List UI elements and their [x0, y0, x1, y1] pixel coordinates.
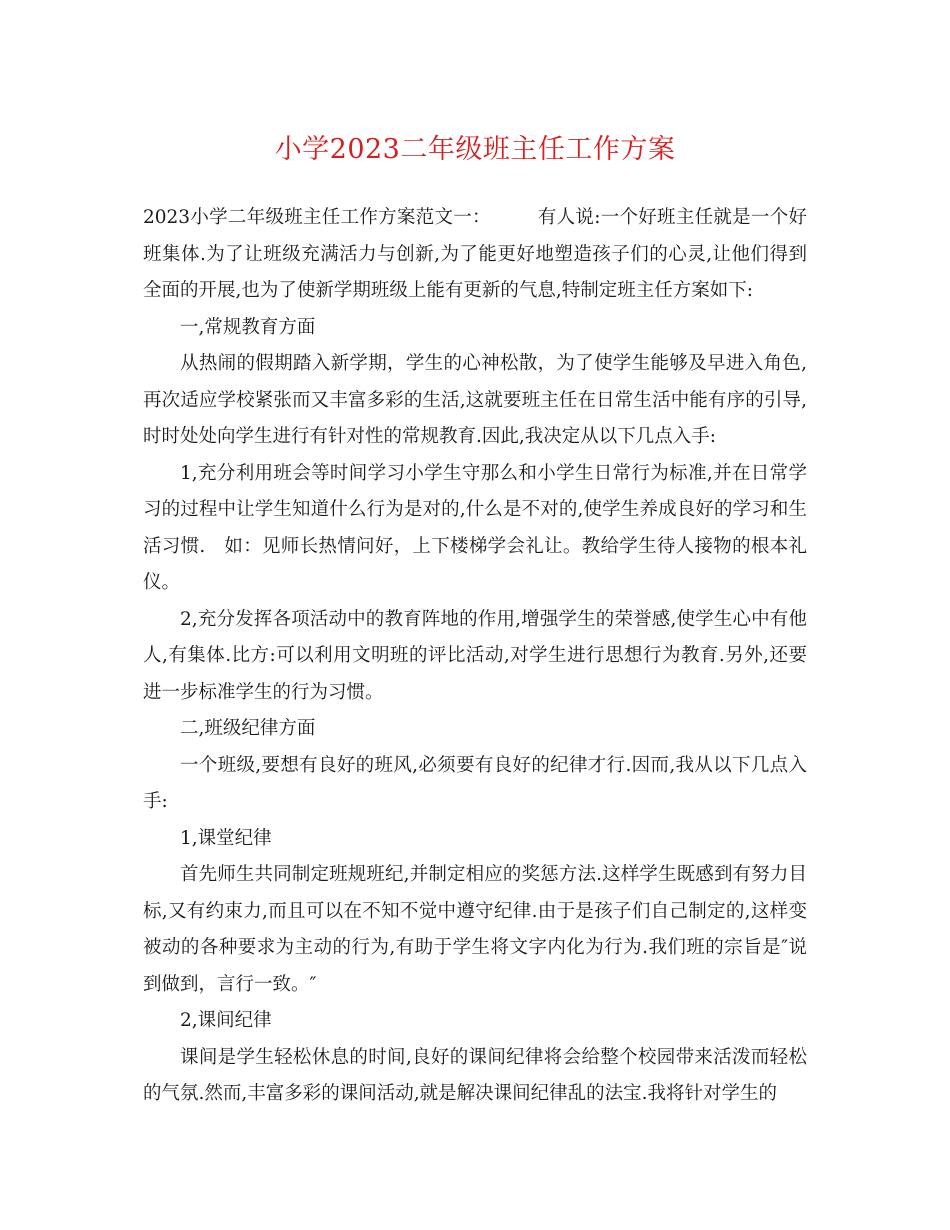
heading-routine-education: 一,常规教育方面: [180, 316, 316, 338]
paragraph-routine-point-2: 2,充分发挥各项活动中的教育阵地的作用,增强学生的荣誉感,使学生心中有他人,有集体.比方:可以利用文明班的评比活动,对学生进行思想行为教育.另外,还要进一步标准学生的行为习惯。: [143, 608, 807, 703]
document-title: 小学2023二年级班主任工作方案: [274, 134, 676, 165]
subheading-classroom-discipline: 1,课堂纪律: [180, 827, 272, 849]
paragraph-intro: 2023小学二年级班主任工作方案范文一： 有人说:一个好班主任就是一个好班集体.为了让班级充满活力与创新,为了能更好地塑造孩子们的心灵,让他们得到全面的开展,也为了使新学期班级上能有更新的气息,特制定班主任方案如下:: [143, 207, 807, 301]
paragraph-classroom-discipline: 首先师生共同制定班规班纪,并制定相应的奖惩方法.这样学生既感到有努力目标,又有约束力,而且可以在不知不觉中遵守纪律.由于是孩子们自己制定的,这样变被动的各种要求为主动的行为,有助于学生将文字内化为行为.我们班的宗旨是″说到做到，言行一致。″: [143, 864, 807, 995]
paragraph-routine-education: 从热闹的假期踏入新学期，学生的心神松散，为了使学生能够及早进入角色,再次适应学校紧张而又丰富多彩的生活,这就要班主任在日常生活中能有序的引导,时时处处向学生进行有针对性的常规教育.因此,我决定从以下几点入手:: [143, 353, 807, 447]
paragraph-class-discipline: 一个班级,要想有良好的班风,必须要有良好的纪律才行.因而,我从以下几点入手:: [143, 754, 807, 812]
paragraph-break-discipline: 课间是学生轻松休息的时间,良好的课间纪律将会给整个校园带来活泼而轻松的气氛.然而,丰富多彩的课间活动,就是解决课间纪律乱的法宝.我将针对学生的: [143, 1046, 807, 1104]
heading-class-discipline: 二,班级纪律方面: [180, 718, 316, 739]
paragraph-routine-point-1: 1,充分利用班会等时间学习小学生守那么和小学生日常行为标准,并在日常学习的过程中让学生知道什么行为是对的,什么是不对的,使学生养成良好的学习和生活习惯. 如：见师长热情问好，上下楼梯学会礼让。教给学生待人接物的根本礼仪。: [143, 462, 807, 593]
subheading-break-discipline: 2,课间纪律: [180, 1010, 272, 1031]
document-body: [143, 200, 807, 1113]
document-page: [143, 0, 807, 1113]
